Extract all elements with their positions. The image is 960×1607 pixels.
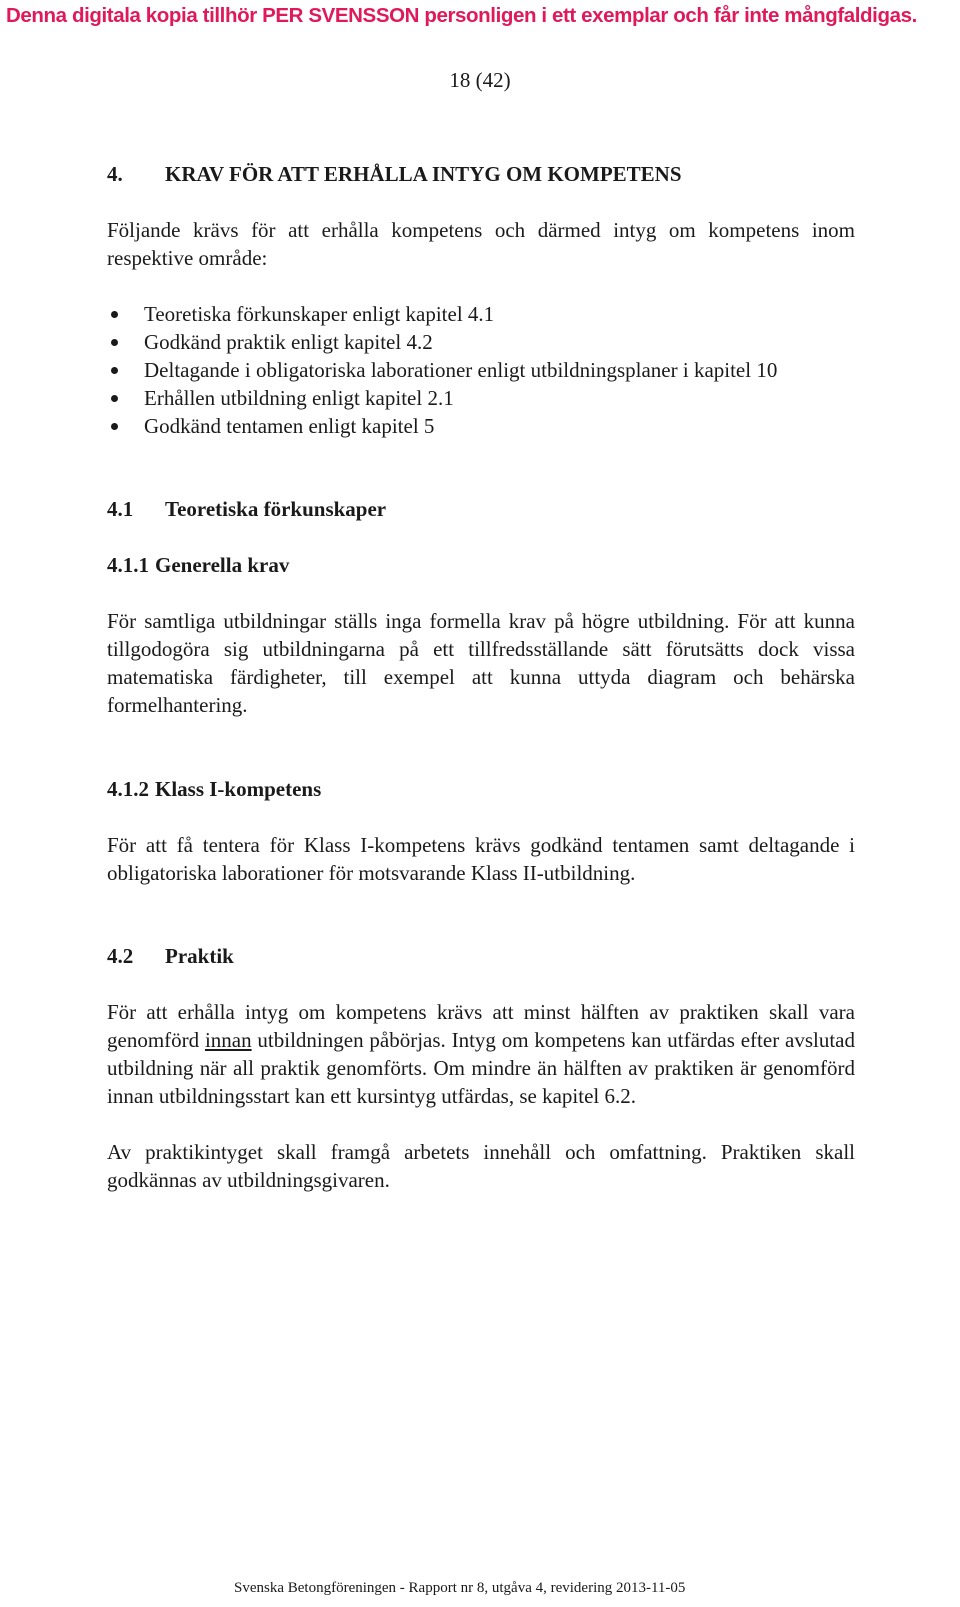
section-4-1-1-paragraph: För samtliga utbildningar ställs inga formella krav på högre utbildning. För att kunna tillgodogöra sig utbildningarna på ett tillfredsställande sätt förutsätts dock vissa matematiska färdigheter, till exempel att kunna uttyda diagram och behärska formelhantering. [107,609,855,717]
bullet-icon [111,339,118,346]
section-title: KRAV FÖR ATT ERHÅLLA INTYG OM KOMPETENS [165,162,682,186]
section-title: Praktik [165,944,234,968]
section-number: 4. [107,162,123,186]
page-number: 18 (42) [449,68,511,92]
section-4-1-heading [107,495,855,523]
requirements-list [107,300,855,440]
section-title: Klass I-kompetens [155,777,322,801]
page-footer: Svenska Betongföreningen - Rapport nr 8, utgåva 4, revidering 2013-11-05 [234,1580,686,1596]
list-item: Deltagande i obligatoriska laborationer enligt utbildningsplaner i kapitel 10 [107,356,855,384]
list-item: Teoretiska förkunskaper enligt kapitel 4.1 [107,300,855,328]
copyright-watermark: Denna digitala kopia tillhör PER SVENSSON personligen i ett exemplar och får inte mångfaldigas. [6,4,917,27]
section-title: Generella krav [155,553,290,577]
section-4-1-1-heading [107,551,855,579]
bullet-icon [111,311,118,318]
bullet-icon [111,423,118,430]
list-item: Godkänd tentamen enligt kapitel 5 [107,412,855,440]
section-4-1-2-paragraph: För att få tentera för Klass I-kompetens krävs godkänd tentamen samt deltagande i obligatoriska laborationer för motsvarande Klass II-utbildning. [107,833,855,885]
section-4-intro: Följande krävs för att erhålla kompetens och därmed intyg om kompetens inom respektive område: [107,218,855,270]
section-number: 4.1.1 [107,553,149,577]
section-number: 4.2 [107,944,134,968]
section-number: 4.1 [107,497,134,521]
section-4-1-2-heading [107,775,855,803]
section-number: 4.1.2 [107,777,149,801]
section-4-2-heading [107,942,855,970]
underlined-word: innan [204,1028,252,1052]
section-title: Teoretiska förkunskaper [165,497,387,521]
list-item: Erhållen utbildning enligt kapitel 2.1 [107,384,855,412]
section-4-heading [107,160,855,188]
bullet-icon [111,367,118,374]
section-4-2-paragraph-2: Av praktikintyget skall framgå arbetets innehåll och omfattning. Praktiken skall godkännas av utbildningsgivaren. [107,1140,855,1192]
page-content [107,160,855,1194]
bullet-icon [111,395,118,402]
section-4-2-paragraph-1: För att erhålla intyg om kompetens krävs att minst hälften av praktiken skall vara genomförd innan utbildningen påbörjas. Intyg om kompetens kan utfärdas efter avslutad utbildning när all praktik genomförts. Om mindre än hälften av praktiken är genomförd innan utbildningsstart kan ett kursintyg utfärdas, se kapitel 6.2. [107,1000,855,1108]
list-item: Godkänd praktik enligt kapitel 4.2 [107,328,855,356]
